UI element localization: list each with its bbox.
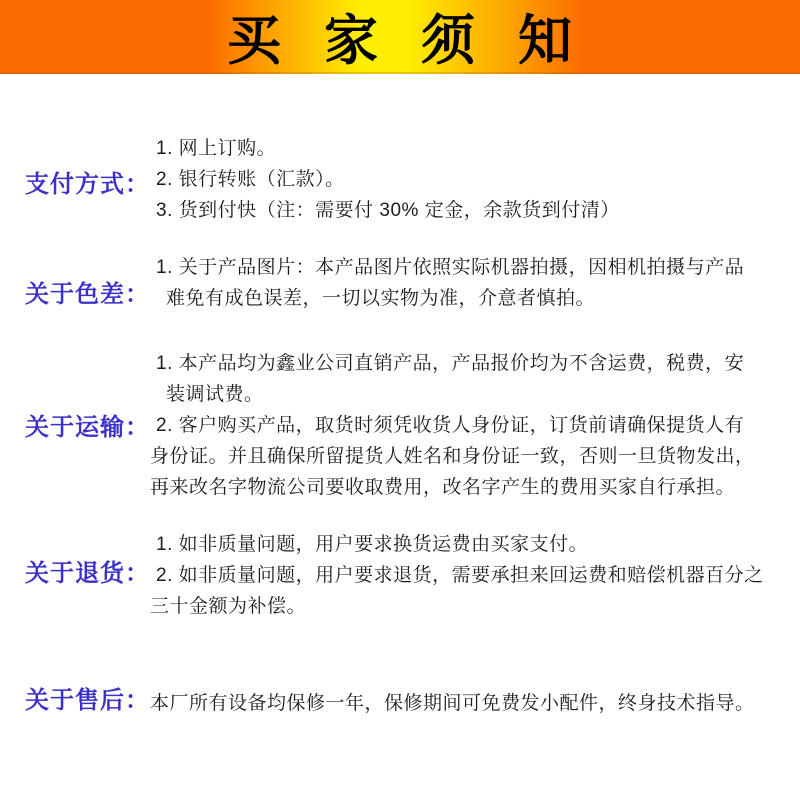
section-label-shipping: 关于运输： — [25, 414, 150, 441]
section-label-after-sales: 关于售后： — [25, 687, 150, 714]
section-body-payment — [150, 133, 770, 226]
returns-line-3: 三十金额为补偿。 — [150, 596, 307, 617]
section-body-shipping — [150, 348, 770, 503]
payment-line-1: 1. 网上订购。 — [156, 138, 277, 159]
payment-line-2: 2. 银行转账（汇款）。 — [156, 169, 345, 190]
shipping-line-1: 1. 本产品均为鑫业公司直销产品，产品报价均为不含运费，税费，安 — [156, 353, 745, 374]
section-body-after-sales — [150, 688, 770, 719]
shipping-line-2: 装调试费。 — [166, 384, 264, 405]
header-banner — [0, 0, 800, 74]
page-title: 买 家 须 知 — [226, 10, 573, 71]
color-line-2: 难免有成色误差，一切以实物为准，介意者慎拍。 — [166, 288, 596, 309]
payment-line-3: 3. 货到付快（注：需要付 30% 定金，余款货到付清） — [156, 200, 620, 221]
section-body-returns — [150, 529, 770, 622]
shipping-line-4: 身份证。并且确保所留提货人姓名和身份证一致，否则一旦货物发出， — [150, 446, 755, 467]
returns-line-2: 2. 如非质量问题，用户要求退货，需要承担来回运费和赔偿机器百分之 — [156, 565, 764, 586]
section-label-payment: 支付方式： — [25, 171, 150, 198]
section-label-returns: 关于退货： — [25, 560, 150, 587]
returns-line-1: 1. 如非质量问题，用户要求换货运费由买家支付。 — [156, 534, 589, 555]
section-body-color-difference — [150, 252, 770, 314]
color-line-1: 1. 关于产品图片：本产品图片依照实际机器拍摄，因相机拍摄与产品 — [156, 257, 745, 278]
after-sales-line-1: 本厂所有设备均保修一年，保修期间可免费发小配件，终身技术指导。 — [150, 693, 755, 714]
shipping-line-3: 2. 客户购买产品，取货时须凭收货人身份证，订货前请确保提货人有 — [156, 415, 745, 436]
section-label-color-difference: 关于色差： — [25, 281, 150, 308]
shipping-line-5: 再来改名字物流公司要收取费用，改名字产生的费用买家自行承担。 — [150, 477, 736, 498]
